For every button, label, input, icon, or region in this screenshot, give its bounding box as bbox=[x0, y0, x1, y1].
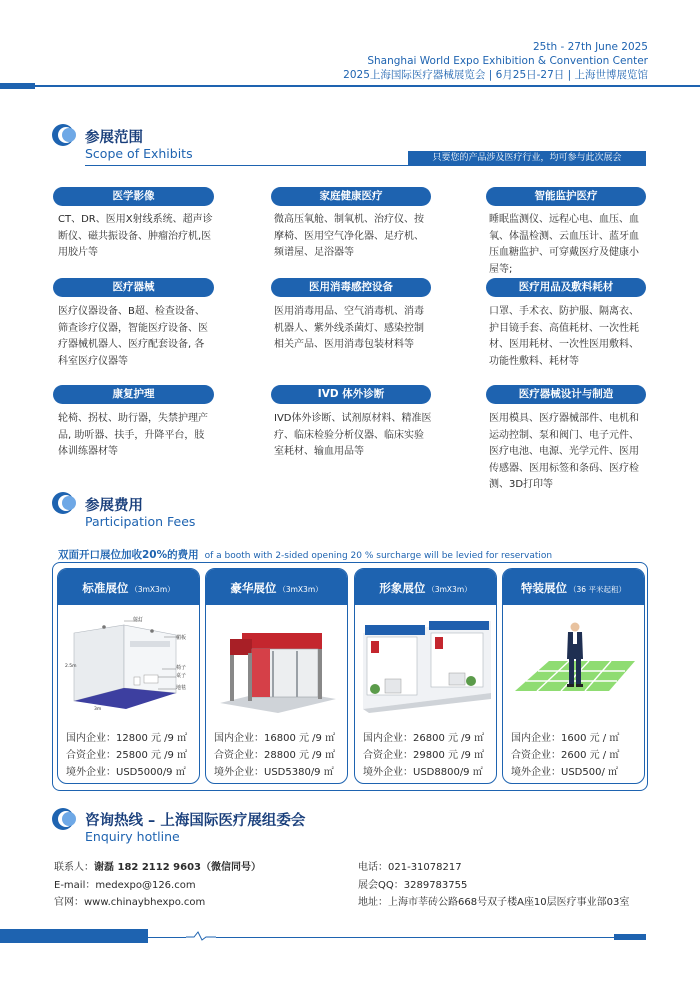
label-height: 2.5m bbox=[65, 664, 77, 669]
booth-size: （3mX3m） bbox=[130, 585, 175, 594]
deluxe-booth-illustration bbox=[212, 613, 343, 715]
footer-wave-icon bbox=[186, 929, 216, 943]
fees-subtitle: Participation Fees bbox=[85, 514, 196, 529]
enquiry-title: 咨询热线 – 上海国际医疗展组委会 bbox=[85, 813, 306, 829]
event-header bbox=[343, 40, 648, 82]
scope-banner-rule bbox=[85, 165, 408, 166]
booth-header bbox=[58, 569, 199, 605]
label-fascia: 楣板 bbox=[176, 635, 187, 641]
standard-booth-illustration bbox=[64, 613, 195, 715]
booth-header bbox=[206, 569, 347, 605]
booth-name: 特装展位 bbox=[521, 581, 568, 595]
contact-label: 联系人： bbox=[54, 862, 94, 873]
event-title-cn: 2025上海国际医疗器械展览会 | 6月25日-27日 | 上海世博展览馆 bbox=[343, 69, 648, 81]
footer-bar-right bbox=[614, 934, 646, 940]
booth-header bbox=[503, 569, 644, 605]
booth-size: （3mX3m） bbox=[427, 585, 472, 594]
contact-qq: 展会QQ：3289783755 bbox=[358, 880, 468, 891]
category-pill: 医用消毒感控设备 bbox=[271, 278, 431, 297]
contact-phone: 电话：021-31078217 bbox=[358, 862, 462, 873]
category-text: 医用消毒用品、空气消毒机、消毒机器人、紫外线杀菌灯、感染控制相关产品、医用消毒包装材料等 bbox=[274, 306, 424, 350]
contact-value: 谢磊 182 2112 9603（微信同号） bbox=[94, 862, 261, 873]
booth-card-standard bbox=[57, 568, 200, 784]
image-booth-illustration bbox=[361, 613, 492, 715]
price-overseas: 境外企业：USD8800/9 ㎡ bbox=[363, 767, 483, 778]
booth-name: 形象展位 bbox=[379, 581, 426, 595]
header-rule-accent bbox=[0, 83, 35, 89]
label-chair: 椅子 bbox=[176, 665, 187, 671]
price-joint-venture: 合资企业：25800 元 /9 ㎡ bbox=[66, 750, 188, 761]
booth-card-image bbox=[354, 568, 497, 784]
section-bullet-icon bbox=[52, 124, 78, 146]
price-domestic: 国内企业：16800 元 /9 ㎡ bbox=[214, 733, 336, 744]
price-domestic: 国内企业：12800 元 /9 ㎡ bbox=[66, 733, 188, 744]
contact-website[interactable]: 官网：www.chinaybhexpo.com bbox=[54, 897, 206, 908]
fees-surcharge-note bbox=[58, 543, 552, 562]
category-text: 微高压氧舱、制氧机、治疗仪、按摩椅、医用空气净化器、足疗机、频谱屋、足浴器等 bbox=[274, 214, 424, 258]
price-domestic: 国内企业：26800 元 /9 ㎡ bbox=[363, 733, 485, 744]
booth-size: （3mX3m） bbox=[278, 585, 323, 594]
event-venue: Shanghai World Expo Exhibition & Convention Center bbox=[367, 55, 648, 67]
label-carpet: 地毯 bbox=[176, 685, 187, 691]
category-pill: 康复护理 bbox=[53, 385, 214, 404]
price-overseas: 境外企业：USD5000/9 ㎡ bbox=[66, 767, 186, 778]
booth-card-special bbox=[502, 568, 645, 784]
section-bullet-icon bbox=[52, 492, 78, 514]
scope-banner: 只要您的产品涉及医疗行业，均可参与此次展会 bbox=[408, 151, 646, 166]
section-bullet-icon bbox=[52, 808, 78, 830]
booth-name: 豪华展位 bbox=[230, 581, 277, 595]
category-pill: IVD 体外诊断 bbox=[271, 385, 431, 404]
category-pill: 家庭健康医疗 bbox=[271, 187, 431, 206]
contact-person bbox=[54, 858, 261, 873]
enquiry-subtitle: Enquiry hotline bbox=[85, 829, 180, 844]
category-text: 轮椅、拐杖、助行器，失禁护理产品, 助听器、扶手，升降平台，肢体训练器材等 bbox=[58, 413, 208, 457]
scope-title: 参展范围 bbox=[85, 130, 143, 146]
category-text: 医用模具、医疗器械部件、电机和运动控制、泵和阀门、电子元件、医疗电池、电源、光学元件、医用传感器、医用标签和条码、医疗检测、3D打印等 bbox=[489, 413, 639, 490]
category-text: CT、DR、医用X射线系统、超声诊断仪、磁共振设备、肿瘤治疗机,医用胶片等 bbox=[58, 214, 213, 258]
fees-note-en: of a booth with 2-sided opening 20 % surcharge will be levied for reservation bbox=[204, 551, 553, 561]
price-joint-venture: 合资企业：2600 元 / ㎡ bbox=[511, 750, 620, 761]
price-joint-venture: 合资企业：29800 元 /9 ㎡ bbox=[363, 750, 485, 761]
footer-bar-left bbox=[0, 929, 148, 943]
price-joint-venture: 合资企业：28800 元 /9 ㎡ bbox=[214, 750, 336, 761]
fees-note-cn: 双面开口展位加收20%的费用 bbox=[58, 549, 199, 561]
contact-address: 地址：上海市莘砖公路668号双子楼A座10层医疗事业部03室 bbox=[358, 897, 630, 908]
price-overseas: 境外企业：USD5380/9 ㎡ bbox=[214, 767, 334, 778]
category-pill: 医疗器械设计与制造 bbox=[486, 385, 646, 404]
booth-size: （36 平米起租） bbox=[569, 585, 626, 594]
label-spotlight: 射灯 bbox=[133, 617, 144, 623]
scope-subtitle: Scope of Exhibits bbox=[85, 146, 193, 161]
booth-card-deluxe bbox=[205, 568, 348, 784]
booth-name: 标准展位 bbox=[82, 581, 129, 595]
price-domestic: 国内企业：1600 元 / ㎡ bbox=[511, 733, 620, 744]
label-table: 桌子 bbox=[176, 673, 187, 679]
contact-email[interactable]: E-mail：medexpo@126.com bbox=[54, 880, 196, 891]
category-pill: 智能监护医疗 bbox=[486, 187, 646, 206]
fees-title: 参展费用 bbox=[85, 498, 143, 514]
header-rule bbox=[0, 85, 700, 87]
label-width: 3m bbox=[94, 707, 102, 712]
category-pill: 医疗器械 bbox=[53, 278, 214, 297]
category-pill: 医学影像 bbox=[53, 187, 214, 206]
special-booth-illustration bbox=[509, 613, 640, 715]
price-overseas: 境外企业：USD500/ ㎡ bbox=[511, 767, 619, 778]
category-text: 医疗仪器设备、B超、检查设备、筛查诊疗仪器，智能医疗设备、医疗器械机器人、医疗配套设备, 各科室医疗仪器等 bbox=[58, 306, 208, 367]
category-text: 睡眠监测仪、远程心电、血压、血氧、体温检测、云血压计、蓝牙血压血糖监护、可穿戴医疗及健康小屋等; bbox=[489, 214, 639, 275]
category-pill: 医疗用品及敷料耗材 bbox=[486, 278, 646, 297]
footer-line bbox=[148, 937, 618, 938]
category-text: IVD体外诊断、试剂原材料、精准医疗、临床检验分析仪器、临床实验室耗材、输血用品等 bbox=[274, 413, 432, 457]
category-text: 口罩、手术衣、防护服、隔离衣、护目镜手套、高值耗材、一次性耗材、医用耗材、一次性医用敷料、功能性敷料、耗材等 bbox=[489, 306, 639, 367]
event-date: 25th - 27th June 2025 bbox=[533, 41, 648, 53]
booth-header bbox=[355, 569, 496, 605]
